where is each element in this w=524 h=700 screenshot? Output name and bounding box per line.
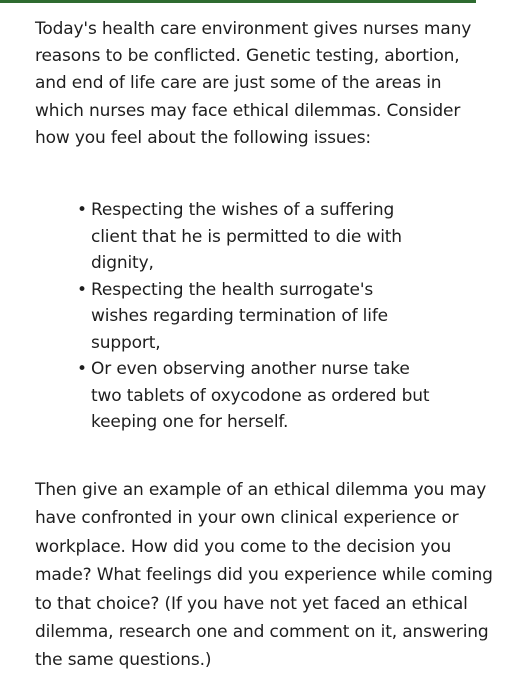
list-item (73, 197, 433, 277)
list-item (73, 277, 433, 357)
bullet-icon: • (77, 200, 87, 220)
list-item (73, 356, 433, 436)
issues-list (73, 197, 433, 436)
issue-text: Or even observing another nurse take two tablets of oxycodone as ordered but keeping one for herself. (91, 359, 430, 432)
top-accent-rule (0, 0, 476, 3)
closing-paragraph: Then give an example of an ethical dilemma you may have confronted in your own clinical experience or workplace. How did you come to the decision you made? What feelings did you experience while coming to that choice? (If you have not yet faced an ethical dilemma, research one and comment on it, answering the same questions.) (35, 480, 493, 671)
issue-text: Respecting the wishes of a suffering client that he is permitted to die with dignity, (91, 200, 402, 273)
bullet-icon: • (77, 279, 87, 300)
bullet-icon: • (77, 359, 87, 379)
issue-text: Respecting the health surrogate's wishes regarding termination of life support, (91, 279, 388, 353)
intro-paragraph: Today's health care environment gives nurses many reasons to be conflicted. Genetic testing, abortion, and end of life care are just some of the areas in which nurses may face ethical dilemmas. Consider how you feel about the following issues: (35, 19, 472, 148)
